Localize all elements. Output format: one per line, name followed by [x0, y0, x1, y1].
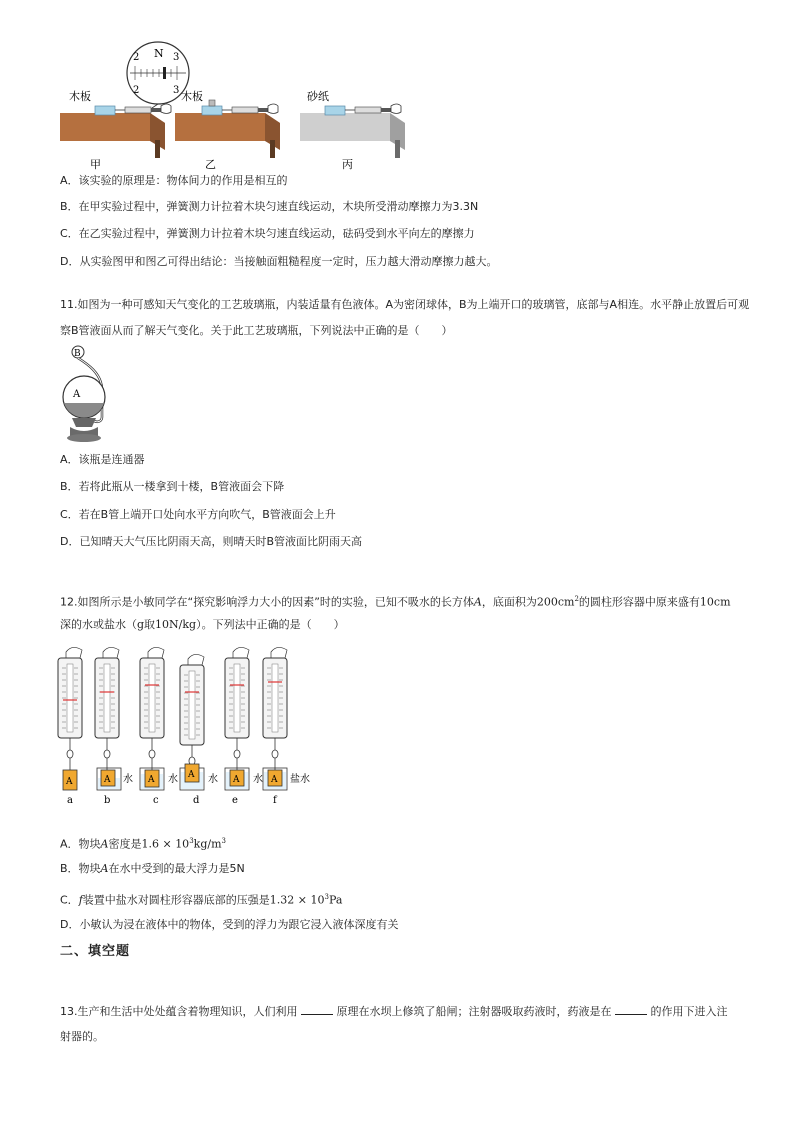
q11-option-c[interactable]: C．若在B管上端开口处向水平方向吹气，B管液面会上升: [60, 508, 336, 521]
setup-b: [95, 647, 133, 806]
svg-text:A: A: [233, 775, 240, 785]
q12-option-c[interactable]: C．f装置中盐水对圆柱形容器底部的压强是$1.32 \times 10^3Pa$: [60, 893, 343, 907]
setup-caption: e: [232, 795, 238, 806]
spring-scale-dial: [127, 42, 189, 108]
q11-figure: [58, 345, 128, 445]
dial-tick: 3: [173, 52, 180, 63]
q13-line2: 射器的。: [60, 1030, 104, 1043]
q12-figure: [55, 640, 325, 810]
q12-option-a[interactable]: A．物块A密度是$1.6 \times 10^3kg/m^3$: [60, 837, 226, 851]
dial-tick: 3: [173, 85, 180, 96]
svg-text:水: 水: [168, 774, 178, 785]
figure-caption: 甲: [90, 158, 101, 171]
q11-option-b[interactable]: B．若将此瓶从一楼拿到十楼，B管液面会下降: [60, 480, 285, 493]
svg-text:A: A: [148, 775, 155, 785]
setup-d: [168, 654, 204, 806]
q10-option-c[interactable]: C．在乙实验过程中，弹簧测力计拉着木块匀速直线运动，砝码受到水平向左的摩擦力: [60, 227, 475, 240]
q10-option-a[interactable]: A．该实验的原理是：物体间力的作用是相互的: [60, 174, 288, 187]
block-label: A: [66, 777, 73, 787]
liquid-label: 水: [123, 774, 133, 785]
svg-text:水: 水: [208, 774, 218, 785]
setup-f: [263, 647, 310, 806]
q10-figure: [55, 40, 435, 175]
table-bing: [300, 89, 405, 171]
surface-label: 砂纸: [307, 90, 329, 103]
tube-b-label: B: [74, 349, 81, 359]
q13-line1: 13.生产和生活中处处蕴含着物理知识，人们利用 原理在水坝上修筑了船闸；注射器吸取药液时，药液是在 的作用下进入注: [60, 1005, 728, 1018]
setup-caption: d: [193, 795, 200, 806]
q10-option-b[interactable]: B．在甲实验过程中，弹簧测力计拉着木块匀速直线运动，木块所受滑动摩擦力为3.3N: [60, 200, 479, 213]
q11-stem: 11.如图为一种可感知天气变化的工艺玻璃瓶，内装适量有色液体。A为密闭球体，B为上端开口的玻璃管，底部与A相连。水平静止放置后可观察B管液面从而了解天气变化。关于此工艺玻璃瓶，下列说法中正确的是（ ）: [60, 298, 750, 337]
q11-option-d[interactable]: D．已知晴天大气压比阴雨天高，则晴天时B管液面比阴雨天高: [60, 535, 363, 548]
answer-blank-2[interactable]: [615, 1004, 647, 1015]
setup-caption: c: [153, 795, 159, 806]
svg-text:A: A: [104, 775, 111, 785]
surface-label: 木板: [69, 90, 91, 103]
dial-tick: 2: [133, 52, 140, 63]
setup-caption: a: [67, 795, 73, 806]
figure-caption: 丙: [342, 158, 353, 171]
dial-unit: N: [154, 47, 164, 60]
q12-option-b[interactable]: B．物块A在水中受到的最大浮力是5N: [60, 862, 245, 875]
q12-stem-line1: 12.如图所示是小敏同学在“探究影响浮力大小的因素”时的实验，已知不吸水的长方体A，底面积为$200cm^2$的圆柱形容器中原来盛有10cm: [60, 595, 731, 609]
svg-text:A: A: [271, 775, 278, 785]
liquid-label: 盐水: [290, 774, 310, 785]
table-yi: [175, 89, 280, 171]
q10-option-d[interactable]: D．从实验图甲和图乙可得出结论：当接触面粗糙程度一定时，压力越大滑动摩擦力越大。: [60, 255, 498, 268]
setup-a: [58, 647, 82, 806]
setup-c: [140, 647, 164, 806]
answer-blank-1[interactable]: [301, 1004, 333, 1015]
dial-tick: 2: [133, 85, 140, 96]
q11-option-a[interactable]: A．该瓶是连通器: [60, 453, 145, 466]
q12-option-d[interactable]: D．小敏认为浸在液体中的物体，受到的浮力为跟它浸入液体深度有关: [60, 918, 399, 931]
section-title: 二、填空题: [60, 944, 131, 959]
bulb-a-label: A: [73, 389, 81, 400]
surface-label: 木板: [181, 90, 203, 103]
setup-caption: b: [104, 795, 111, 806]
q12-stem-line2: 深的水或盐水（g取10N/kg）。下列法中正确的是（ ）: [60, 618, 345, 631]
setup-caption: f: [273, 795, 277, 806]
svg-text:水: 水: [253, 774, 263, 785]
svg-text:A: A: [188, 770, 195, 780]
setup-e: [208, 647, 263, 806]
figure-caption: 乙: [205, 158, 216, 171]
